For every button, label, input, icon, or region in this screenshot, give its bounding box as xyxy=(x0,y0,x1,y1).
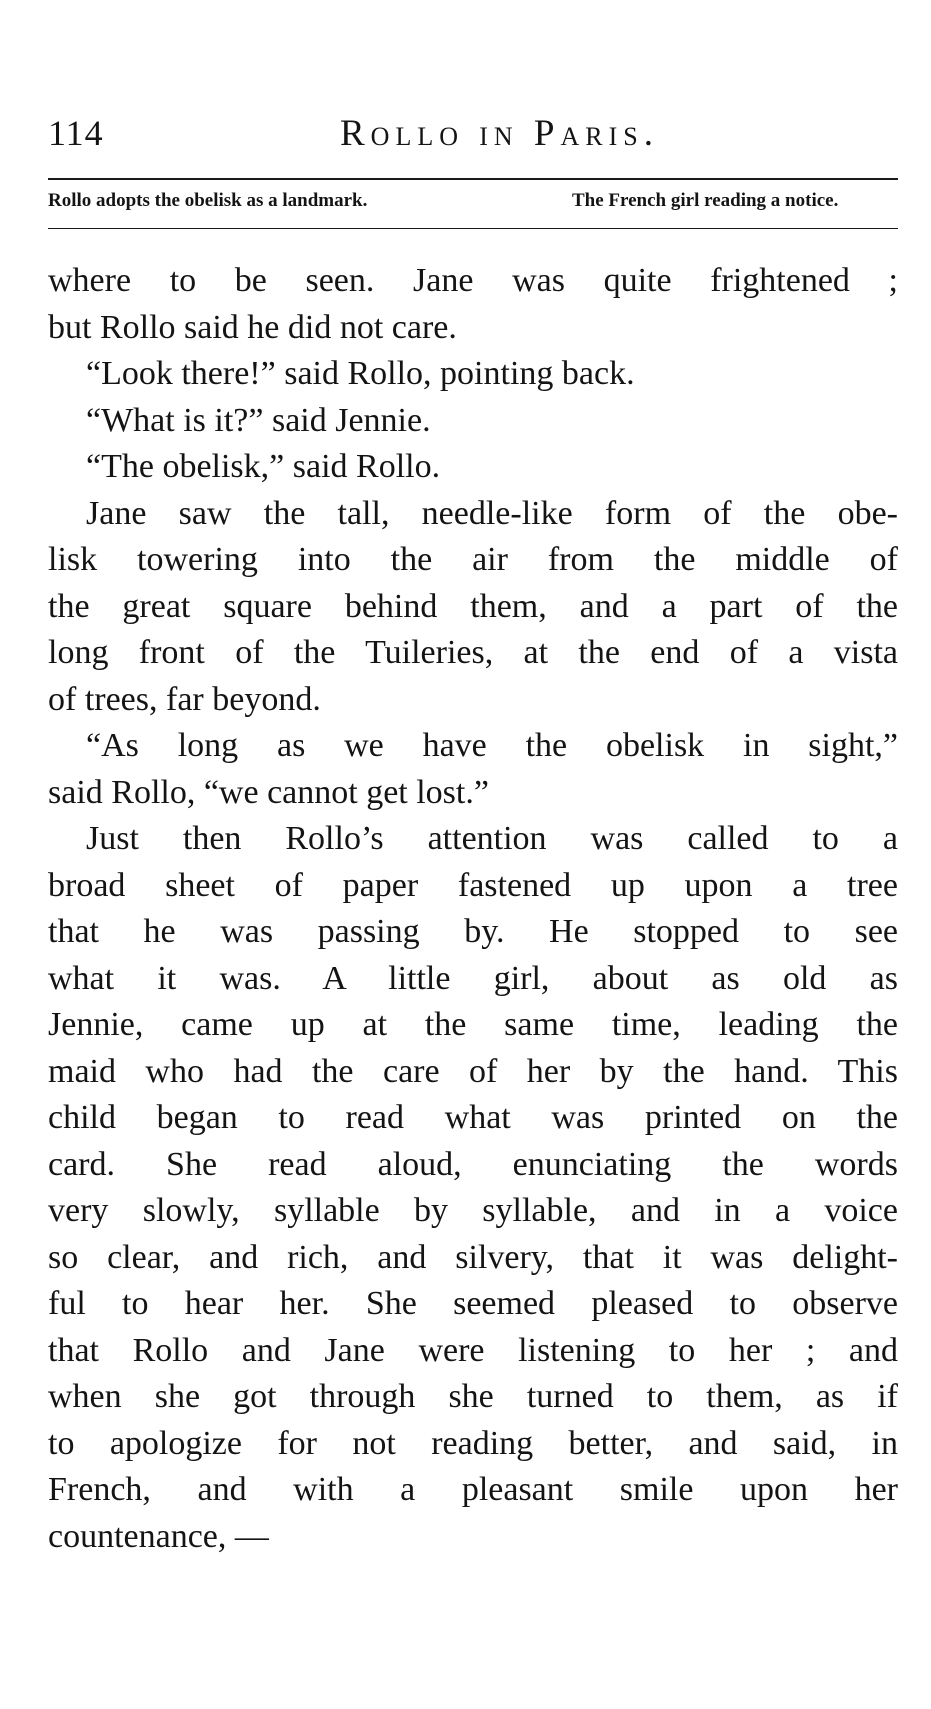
text-line: very slowly, syllable by syllable, and in a voice xyxy=(48,1192,898,1229)
text-line: where to be seen. Jane was quite frightened ; xyxy=(48,262,898,299)
text-line: Just then Rollo’s attention was called to a xyxy=(86,820,898,857)
text-line: so clear, and rich, and silvery, that it was delight- xyxy=(48,1238,898,1276)
text-line: long front of the Tuileries, at the end of a vista xyxy=(48,634,898,671)
text-line: “As long as we have the obelisk in sight,” xyxy=(86,727,898,764)
text-line: that Rollo and Jane were listening to her ; and xyxy=(48,1331,898,1369)
text-line: said Rollo, “we cannot get lost.” xyxy=(48,773,489,811)
text-line: card. She read aloud, enunciating the words xyxy=(48,1145,898,1183)
text-line: child began to read what was printed on the xyxy=(48,1099,898,1136)
text-line: the great square behind them, and a part of the xyxy=(48,587,898,625)
text-line: what it was. A little girl, about as old as xyxy=(48,959,898,997)
text-line: that he was passing by. He stopped to see xyxy=(48,913,898,950)
text-line: but Rollo said he did not care. xyxy=(48,308,457,346)
text-line: broad sheet of paper fastened up upon a tree xyxy=(48,866,898,904)
header-rule-top xyxy=(48,178,898,180)
text-line: maid who had the care of her by the hand. This xyxy=(48,1052,898,1090)
page-number: 114 xyxy=(48,113,104,153)
text-line: Jennie, came up at the same time, leading the xyxy=(48,1006,898,1043)
text-line: French, and with a pleasant smile upon her xyxy=(48,1471,898,1508)
text-line: countenance, — xyxy=(48,1517,269,1555)
body-text xyxy=(48,258,898,1560)
text-line: lisk towering into the air from the middle of xyxy=(48,541,898,578)
header-rule-bottom xyxy=(48,228,898,229)
text-line: of trees, far beyond. xyxy=(48,680,321,718)
text-line: to apologize for not reading better, and said, in xyxy=(48,1424,898,1462)
text-line: when she got through she turned to them, as if xyxy=(48,1378,898,1415)
text-line: “The obelisk,” said Rollo. xyxy=(86,448,441,485)
text-line: Jane saw the tall, needle-like form of the obe- xyxy=(86,494,898,532)
text-line: ful to hear her. She seemed pleased to observe xyxy=(48,1285,898,1322)
headnotes xyxy=(48,186,898,220)
text-line: “What is it?” said Jennie. xyxy=(86,401,431,439)
text-line: “Look there!” said Rollo, pointing back. xyxy=(86,355,635,392)
page-header xyxy=(48,112,898,164)
headnote-left: Rollo adopts the obelisk as a landmark. xyxy=(48,190,368,211)
headnote-right: The French girl reading a notice. xyxy=(572,190,839,211)
running-title: Rollo in Paris. xyxy=(340,113,659,154)
